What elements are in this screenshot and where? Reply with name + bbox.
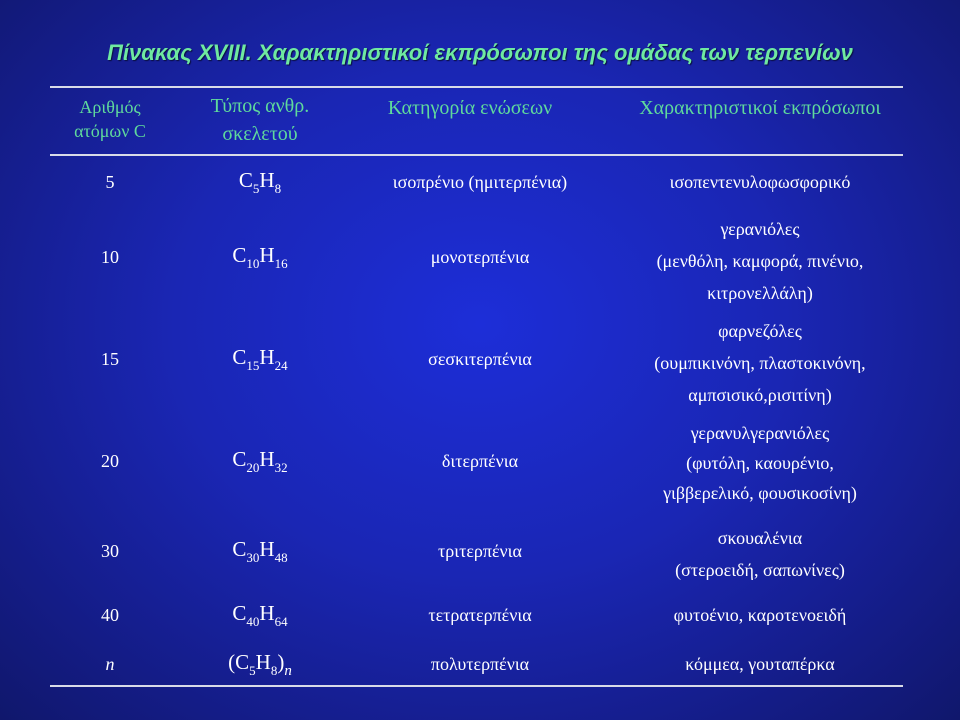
- atoms-cell: 5: [105, 172, 115, 192]
- formula-cell: $C_5H_8$: [238, 168, 282, 196]
- category-cell: τετρατερπένια: [428, 605, 532, 625]
- atoms-cell: 20: [101, 451, 119, 471]
- atoms-cell: 40: [101, 605, 119, 625]
- category-cell: σεσκιτερπένια: [428, 349, 532, 369]
- category-cell: ισοπρένιο (ημιτερπένια): [392, 172, 568, 192]
- atoms-cell: 10: [101, 247, 119, 267]
- representatives-cell: σκουαλένια (στεροειδή, σαπωνίνες): [675, 528, 845, 580]
- representatives-cell: ισοπεντενυλοφωσφορικό: [669, 172, 851, 192]
- representatives-cell: φαρνεζόλες (ουμπικινόνη, πλαστοκινόνη, αμπσισικό,ρισιτίνη): [654, 321, 866, 405]
- header-rule: [50, 154, 903, 156]
- formula-cell: $C_{10}H_{16}$: [232, 243, 288, 271]
- header-atoms-line1: Αριθμός: [79, 97, 141, 117]
- header-skeleton-line1: Τύπος ανθρ.: [210, 95, 310, 117]
- category-cell: τριτερπένια: [438, 541, 522, 561]
- header-category: Κατηγορία ενώσεων: [387, 97, 553, 119]
- atoms-cell: n: [105, 654, 115, 674]
- category-cell: πολυτερπένια: [430, 654, 530, 674]
- category-cell: μονοτερπένια: [430, 247, 530, 267]
- header-skeleton: [180, 92, 340, 148]
- formula-cell: $C_{30}H_{48}$: [232, 537, 288, 565]
- representatives-cell: κόμμεα, γουταπέρκα: [685, 654, 835, 674]
- header-atoms-line2: ατόμων C: [74, 121, 146, 141]
- formula-cell: $C_{40}H_{64}$: [232, 601, 288, 629]
- bottom-rule: [50, 685, 903, 687]
- representatives-cell: γερανιόλες (μενθόλη, καμφορά, πινένιο, κιτρονελλάλη): [656, 219, 864, 303]
- representatives-cell: γερανυλγερανιόλες (φυτόλη, καουρένιο, γιββερελικό, φουσικοσίνη): [663, 423, 857, 503]
- formula-cell: $C_{15}H_{24}$: [232, 345, 288, 373]
- atoms-cell: 15: [101, 349, 119, 369]
- top-rule: [50, 86, 903, 88]
- formula-cell: $C_{20}H_{32}$: [232, 447, 288, 475]
- header-atoms: [40, 95, 180, 143]
- representatives-cell: φυτοένιο, καροτενοειδή: [673, 605, 847, 625]
- page-title: Πίνακας XVIII. Χαρακτηριστικοί εκπρόσωποι της ομάδας των τερπενίων: [107, 40, 853, 65]
- header-representatives: Χαρακτηριστικοί εκπρόσωποι: [639, 97, 881, 119]
- header-skeleton-line2: σκελετού: [222, 123, 298, 145]
- formula-cell: $(C_5H_8)_n$: [228, 650, 292, 679]
- atoms-cell: 30: [101, 541, 119, 561]
- category-cell: διτερπένια: [441, 451, 519, 471]
